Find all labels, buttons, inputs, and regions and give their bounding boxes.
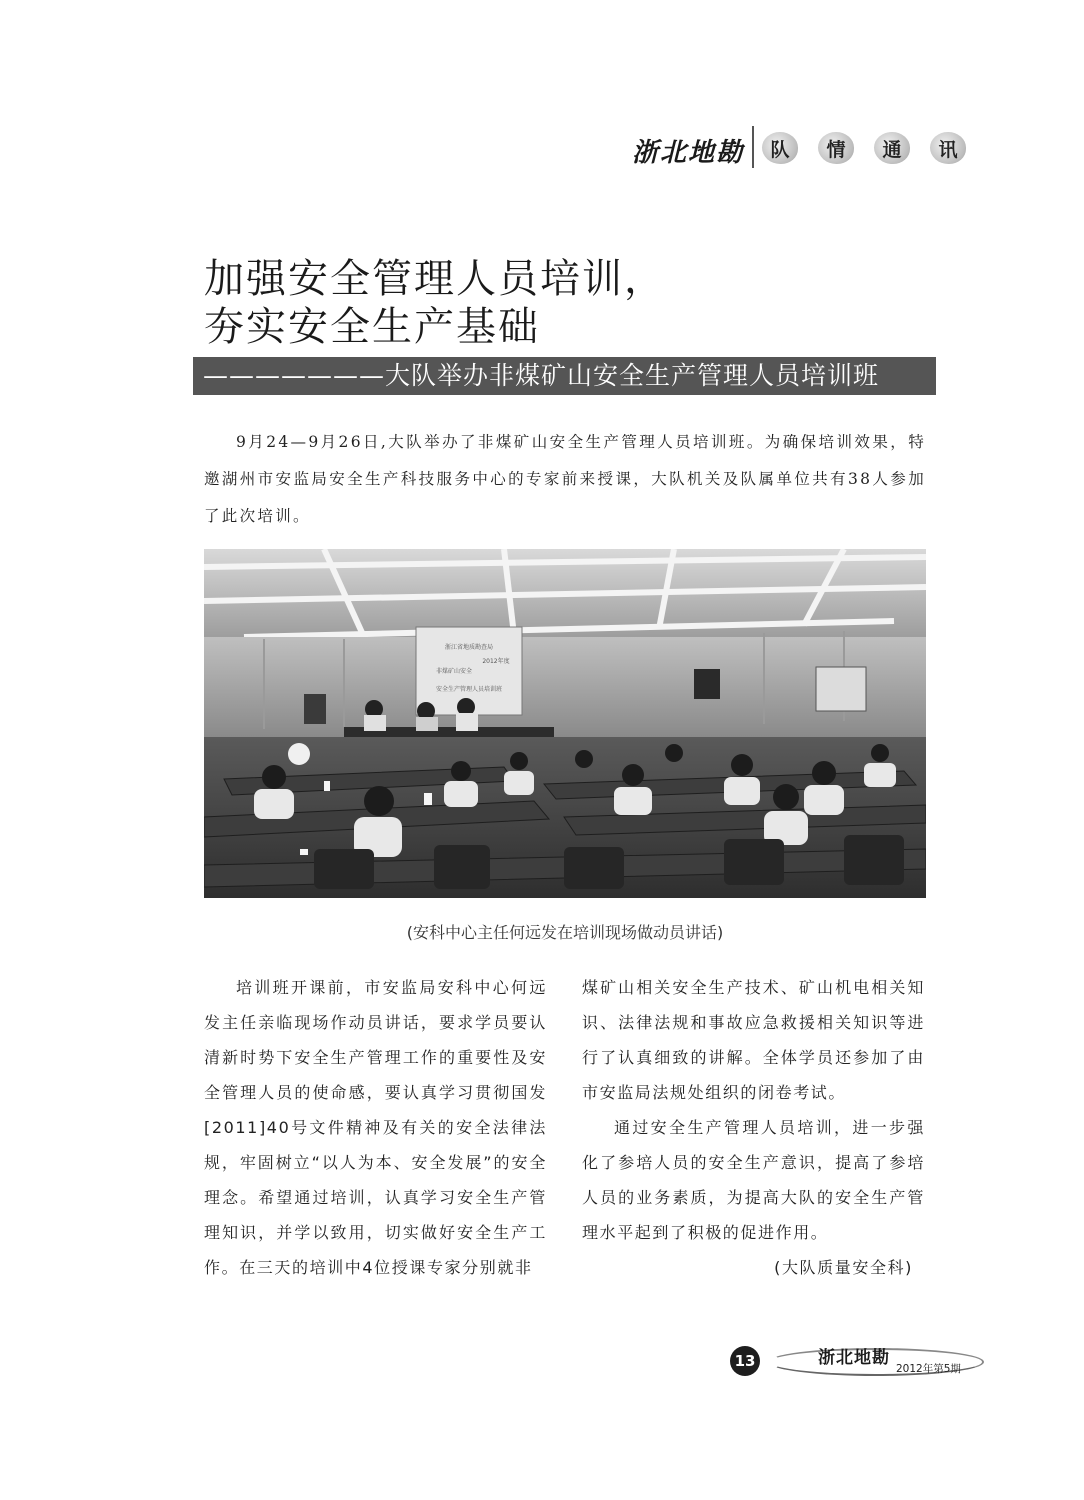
body-right-column bbox=[582, 970, 925, 1285]
header-divider bbox=[752, 126, 754, 168]
article-title-line2: 夯实安全生产基础 bbox=[204, 304, 540, 350]
screen-text: 非煤矿山安全 bbox=[435, 668, 473, 675]
body-paragraph: 通过安全生产管理人员培训，进一步强化了参培人员的安全生产意识，提高了参培人员的业务素质，为提高大队的安全生产管理水平起到了积极的促进作用。 bbox=[582, 1118, 925, 1242]
author-signature: (大队质量安全科) bbox=[774, 1258, 913, 1277]
page-footer bbox=[726, 1338, 986, 1382]
magazine-brand: 浙北地勘 bbox=[632, 138, 745, 168]
issue-label: 2012年第5期 bbox=[896, 1363, 961, 1375]
photo-caption: (安科中心主任何远发在培训现场做动员讲话) bbox=[406, 923, 724, 942]
article-title bbox=[204, 255, 666, 351]
body-left-column bbox=[204, 970, 547, 1285]
section-char: 通 bbox=[874, 132, 910, 164]
section-label bbox=[762, 132, 966, 164]
body-paragraph: 培训班开课前，市安监局安科中心何远发主任亲临现场作动员讲话，要求学员要认清新时势下安全生产管理工作的重要性及安全管理人员的使命感，要认真学习贯彻国发[2011]40号文件精神及有关的安全法律法规，牢固树立“以人为本、安全发展”的安全理念。希望通过培训，认真学习安全生产管理知识，并学以致用，切实做好安全生产工作。在三天的培训中4位授课专家分别就非 bbox=[204, 978, 547, 1277]
section-char: 讯 bbox=[930, 132, 966, 164]
section-char: 情 bbox=[818, 132, 854, 164]
body-paragraph: 煤矿山相关安全生产技术、矿山机电相关知识、法律法规和事故应急救援相关知识等进行了认真细致的讲解。全体学员还参加了由市安监局法规处组织的闭卷考试。 bbox=[582, 978, 925, 1102]
article-title-line1: 加强安全管理人员培训， bbox=[204, 256, 666, 302]
article-subtitle: ———————大队举办非煤矿山安全生产管理人员培训班 bbox=[193, 357, 936, 395]
screen-text: 安全生产管理人员培训班 bbox=[435, 686, 503, 693]
screen-text: 浙江省地质勘查局 bbox=[444, 644, 494, 651]
meeting-photo bbox=[204, 549, 926, 898]
section-char: 队 bbox=[762, 132, 798, 164]
screen-text: 2012年度 bbox=[482, 658, 510, 665]
page-number: 13 bbox=[730, 1346, 760, 1376]
intro-paragraph: 9月24—9月26日,大队举办了非煤矿山安全生产管理人员培训班。为确保培训效果，特邀湖州市安监局安全生产科技服务中心的专家前来授课，大队机关及队属单位共有38人参加了此次培训。 bbox=[204, 433, 926, 525]
footer-brand: 浙北地勘 bbox=[818, 1348, 890, 1368]
